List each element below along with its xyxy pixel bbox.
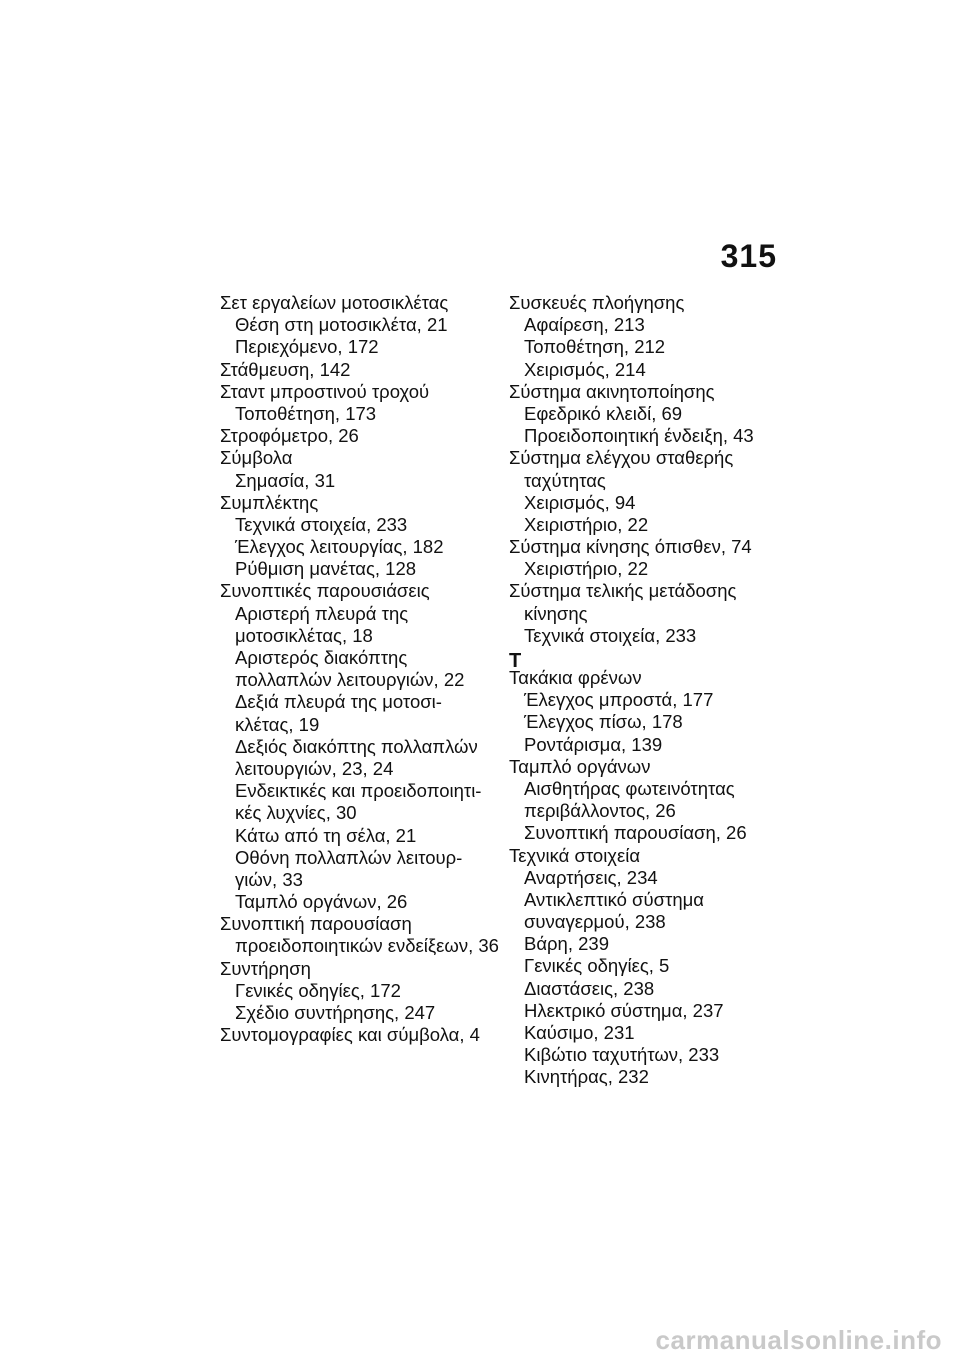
- index-subentry: Ροντάρισμα, 139: [524, 733, 663, 755]
- index-subentry: Συνοπτική παρουσίαση, 26: [524, 822, 747, 844]
- index-subentry: Σημασία, 31: [235, 469, 336, 491]
- index-subentry: Δεξιά πλευρά της μοτοσι-: [235, 691, 442, 713]
- index-subentry: Δεξιός διακόπτης πολλαπλών: [235, 735, 478, 757]
- index-subentry: Καύσιμο, 231: [524, 1022, 635, 1043]
- index-subentry: Ενδεικτικές και προειδοποιητι-: [235, 780, 482, 802]
- index-entry: Συντομογραφίες και σύμβολα, 4: [220, 1024, 480, 1046]
- index-subentry: Θέση στη μοτοσικλέτα, 21: [235, 314, 448, 336]
- index-column-right: [509, 292, 779, 1089]
- index-entry: Στάθμευση, 142: [220, 358, 351, 380]
- index-subentry: Γενικές οδηγίες, 5: [524, 955, 670, 977]
- index-subentry: Αναρτήσεις, 234: [524, 866, 658, 888]
- index-entry: Τεχνικά στοιχεία: [509, 844, 641, 866]
- index-subentry: Αντικλεπτικό σύστημα: [524, 888, 704, 910]
- index-column-left: [220, 292, 499, 1046]
- index-subentry: Τεχνικά στοιχεία, 233: [524, 624, 697, 646]
- index-entry: Σετ εργαλείων μοτοσικλέτας: [220, 292, 449, 313]
- index-subentry: Αισθητήρας φωτεινότητας: [524, 777, 735, 799]
- index-subentry: Κινητήρας, 232: [524, 1066, 649, 1088]
- index-entry: Συσκευές πλοήγησης: [509, 292, 685, 313]
- index-entry: Σύμβολα: [220, 447, 293, 469]
- index-subentry: Τοποθέτηση, 173: [235, 402, 377, 424]
- index-subentry: Ηλεκτρικό σύστημα, 237: [524, 999, 724, 1021]
- index-entry: Συνοπτική παρουσίαση: [220, 913, 412, 935]
- index-subentry: Χειριστήριο, 22: [524, 513, 649, 535]
- index-entry: Συνοπτικές παρουσιάσεις: [220, 580, 430, 602]
- index-subentry: ταχύτητας: [524, 469, 606, 491]
- index-subentry: Προειδοποιητική ένδειξη, 43: [524, 425, 754, 447]
- index-entry: Σύστημα τελικής μετάδοσης: [509, 580, 737, 602]
- index-subentry: Περιεχόμενο, 172: [235, 336, 379, 358]
- index-subentry: περιβάλλοντος, 26: [524, 800, 676, 822]
- index-entry: Σταντ μπροστινού τροχού: [220, 380, 430, 402]
- index-entry: Συντήρηση: [220, 957, 311, 979]
- index-subentry: Ταμπλό οργάνων, 26: [235, 891, 408, 913]
- watermark-text: carmanualsonline.info: [655, 1325, 942, 1355]
- index-subentry: Αριστερός διακόπτης: [235, 647, 408, 668]
- page-number: 315: [720, 238, 777, 274]
- index-subentry: Χειρισμός, 94: [524, 491, 636, 513]
- index-subentry: Κιβώτιο ταχυτήτων, 233: [524, 1044, 720, 1066]
- index-subentry: Τοποθέτηση, 212: [524, 336, 666, 358]
- index-entry: Τακάκια φρένων: [509, 667, 642, 688]
- index-entry: Σύστημα ελέγχου σταθερής: [509, 447, 734, 469]
- index-subentry: Σχέδιο συντήρησης, 247: [235, 1002, 436, 1023]
- index-subentry: συναγερμού, 238: [524, 911, 666, 933]
- index-entry: Ταμπλό οργάνων: [509, 755, 651, 777]
- index-section-letter: T: [509, 650, 522, 672]
- index-subentry: Χειρισμός, 214: [524, 358, 646, 380]
- index-subentry: κίνησης: [524, 602, 588, 624]
- index-subentry: μοτοσικλέτας, 18: [235, 624, 373, 646]
- index-subentry: Διαστάσεις, 238: [524, 977, 655, 999]
- index-entry: Στροφόμετρο, 26: [220, 425, 359, 447]
- index-subentry: Έλεγχος μπροστά, 177: [524, 689, 714, 711]
- index-subentry: κλέτας, 19: [235, 713, 320, 735]
- index-entry: Σύστημα κίνησης όπισθεν, 74: [509, 536, 752, 558]
- index-subentry: Ρύθμιση μανέτας, 128: [235, 558, 417, 580]
- index-entry: Συμπλέκτης: [220, 491, 319, 513]
- index-subentry: Αριστερή πλευρά της: [235, 602, 409, 624]
- index-subentry: γιών, 33: [235, 868, 303, 890]
- index-subentry: Έλεγχος λειτουργίας, 182: [235, 536, 444, 558]
- index-subentry: λειτουργιών, 23, 24: [235, 757, 394, 779]
- index-entry: Σύστημα ακινητοποίησης: [509, 380, 715, 402]
- index-subentry: Γενικές οδηγίες, 172: [235, 979, 401, 1001]
- index-subentry: κές λυχνίες, 30: [235, 802, 357, 824]
- index-subentry: Βάρη, 239: [524, 933, 609, 955]
- index-subentry: πολλαπλών λειτουργιών, 22: [235, 669, 465, 691]
- index-subentry: Εφεδρικό κλειδί, 69: [524, 402, 683, 424]
- index-subentry: Κάτω από τη σέλα, 21: [235, 824, 417, 846]
- index-subentry: Χειριστήριο, 22: [524, 558, 649, 580]
- index-subentry: Αφαίρεση, 213: [524, 314, 645, 336]
- index-subentry: Έλεγχος πίσω, 178: [524, 711, 683, 733]
- index-subentry: Τεχνικά στοιχεία, 233: [235, 513, 408, 535]
- index-subentry: προειδοποιητικών ενδείξεων, 36: [235, 935, 499, 957]
- index-subentry: Οθόνη πολλαπλών λειτουρ-: [235, 846, 463, 868]
